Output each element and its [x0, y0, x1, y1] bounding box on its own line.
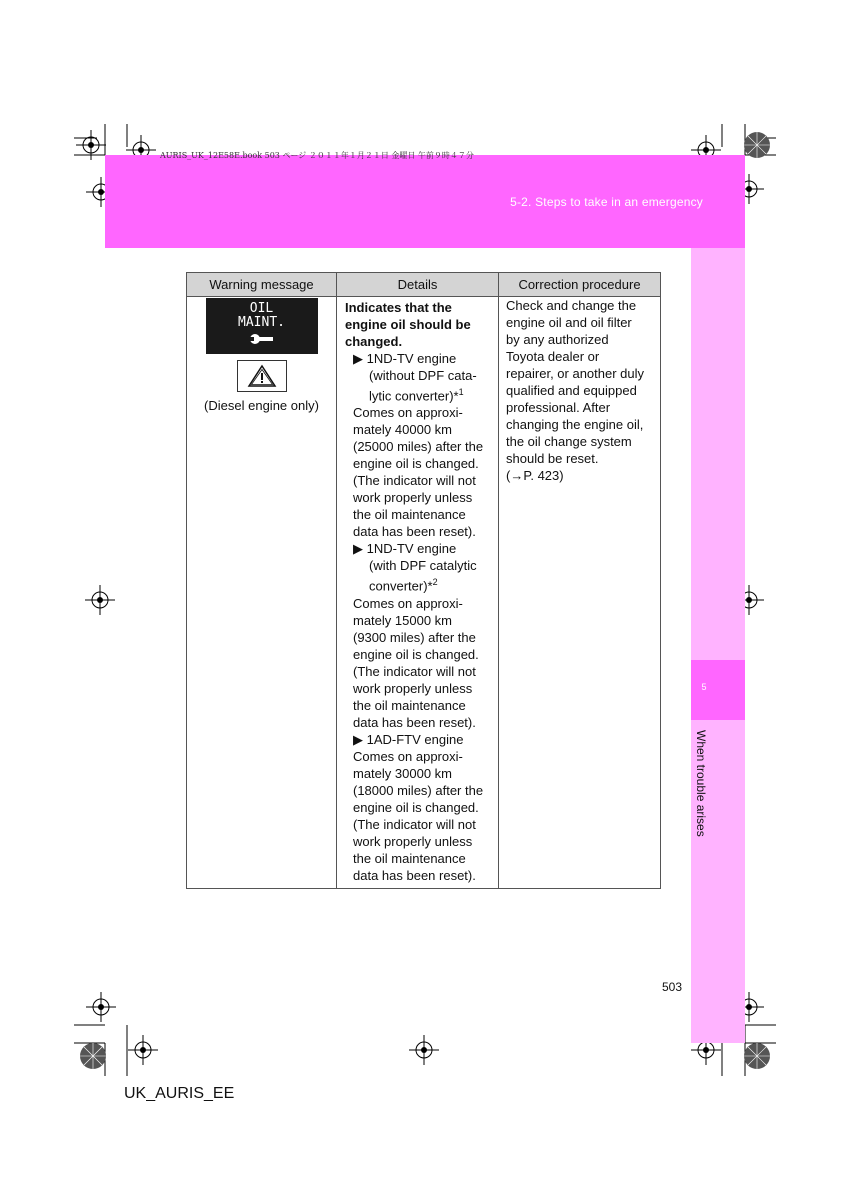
table-header-row	[187, 273, 661, 297]
variant-2-footnote: 2	[432, 577, 438, 588]
details-heading-1: Indicates that the	[345, 300, 452, 315]
variant-1-text-1: mately 40000 km	[353, 422, 452, 438]
correction-line-1: engine oil and oil filter	[506, 315, 632, 330]
variant-1-text-6: the oil maintenance	[353, 507, 466, 523]
variant-3-text-5: work properly unless	[353, 833, 473, 849]
variant-3-text-4: (The indicator will not	[353, 816, 476, 832]
chapter-label: When trouble arises	[694, 730, 708, 837]
correction-line-7: changing the engine oil,	[506, 417, 644, 432]
variant-1-text-5: work properly unless	[353, 490, 473, 506]
warning-triangle-icon	[247, 364, 277, 388]
variant-1-line-3: lytic converter)*	[369, 388, 459, 404]
variant-2-text-7: data has been reset).	[353, 714, 476, 730]
variant-2-line-1: 1ND-TV engine	[366, 541, 457, 557]
details-heading-3: changed.	[345, 334, 403, 349]
chapter-number: 5	[701, 682, 707, 692]
triangle-bullet-icon: ▶	[353, 731, 367, 747]
variant-1-text-2: (25000 miles) after the	[353, 439, 484, 455]
variant-3-text-6: the oil maintenance	[353, 850, 466, 866]
variant-2-line-3-wrap	[345, 574, 494, 594]
page-reference-text: P. 423	[523, 468, 560, 483]
variant-2-heading	[345, 540, 494, 557]
column-header-details: Details	[337, 273, 499, 297]
variant-3-text-2: (18000 miles) after the	[353, 782, 484, 798]
variant-2-line-3: converter)*	[369, 578, 433, 594]
variant-3-text-7: data has been reset).	[353, 867, 476, 883]
page-reference[interactable]: (→P. 423)	[506, 468, 564, 483]
footer-code: UK_AURIS_EE	[124, 1085, 235, 1102]
header-band	[105, 155, 745, 248]
correction-line-4: repairer, or another duly	[506, 366, 645, 381]
display-line-2: MAINT.	[238, 315, 285, 330]
variant-2-text-6: the oil maintenance	[353, 697, 466, 713]
variant-1-footnote: 1	[458, 387, 464, 397]
master-warning-indicator	[237, 360, 287, 392]
page-number: 503	[662, 980, 683, 994]
crosshair-icon	[85, 585, 115, 615]
crosshair-icon	[76, 130, 106, 160]
variant-1-text-0: Comes on approxi-	[353, 405, 463, 421]
variant-1-text-3: engine oil is changed.	[353, 456, 479, 472]
correction-line-2: by any authorized	[506, 332, 609, 347]
target-icon	[78, 1041, 108, 1071]
variant-2-text-3: engine oil is changed.	[353, 646, 479, 662]
details-cell	[337, 297, 499, 889]
correction-cell	[499, 297, 661, 889]
wrench-icon	[249, 332, 275, 346]
variant-3-text-0: Comes on approxi-	[353, 748, 463, 764]
variant-2-line-2: (with DPF catalytic	[369, 558, 477, 574]
oil-maint-display	[206, 298, 318, 354]
variant-1-line-2: (without DPF cata-	[369, 368, 477, 383]
crosshair-icon	[86, 992, 116, 1022]
variant-2-text-0: Comes on approxi-	[353, 595, 463, 611]
variant-3-text-1: mately 30000 km	[353, 765, 452, 781]
variant-1-heading	[345, 350, 494, 367]
triangle-bullet-icon: ▶	[353, 351, 367, 366]
correction-line-3: Toyota dealer or	[506, 349, 600, 364]
crosshair-icon	[128, 1035, 158, 1065]
variant-2-text-4: (The indicator will not	[353, 663, 476, 679]
side-strip	[691, 248, 745, 1043]
variant-3-heading	[345, 731, 494, 748]
target-icon	[742, 130, 772, 160]
warning-table	[186, 272, 661, 889]
correction-line-9: should be reset.	[506, 451, 599, 466]
variant-3-text-3: engine oil is changed.	[353, 799, 479, 815]
section-title: 5-2. Steps to take in an emergency	[510, 195, 703, 209]
triangle-bullet-icon: ▶	[353, 541, 367, 557]
variant-1-text-4: (The indicator will not	[353, 473, 476, 489]
display-line-1: OIL	[249, 301, 274, 316]
correction-line-5: qualified and equipped	[506, 383, 637, 398]
variant-1-text-7: data has been reset).	[353, 524, 476, 540]
variant-1-line-1: 1ND-TV engine	[366, 351, 457, 366]
variant-2-text-1: mately 15000 km	[353, 612, 452, 628]
variant-2-text-5: work properly unless	[353, 680, 473, 696]
crosshair-icon	[409, 1035, 439, 1065]
details-heading-2: engine oil should be	[345, 317, 471, 332]
variant-1-line-3-wrap	[345, 384, 494, 404]
correction-line-8: the oil change system	[506, 434, 632, 449]
diesel-only-caption: (Diesel engine only)	[204, 398, 319, 413]
arrow-icon: →	[510, 468, 524, 483]
table-row	[187, 297, 661, 889]
print-info: AURIS_UK_12E58E.book 503 ページ ２０１１年１月２１日 金曜日 午前９時４７分	[160, 151, 474, 160]
variant-3-line-1: 1AD-FTV engine	[366, 731, 464, 747]
column-header-correction-procedure: Correction procedure	[499, 273, 661, 297]
column-header-warning-message: Warning message	[187, 273, 337, 297]
correction-line-6: professional. After	[506, 400, 611, 415]
warning-message-cell	[187, 297, 337, 889]
correction-line-0: Check and change the	[506, 298, 637, 313]
variant-2-text-2: (9300 miles) after the	[353, 629, 476, 645]
target-icon	[742, 1041, 772, 1071]
